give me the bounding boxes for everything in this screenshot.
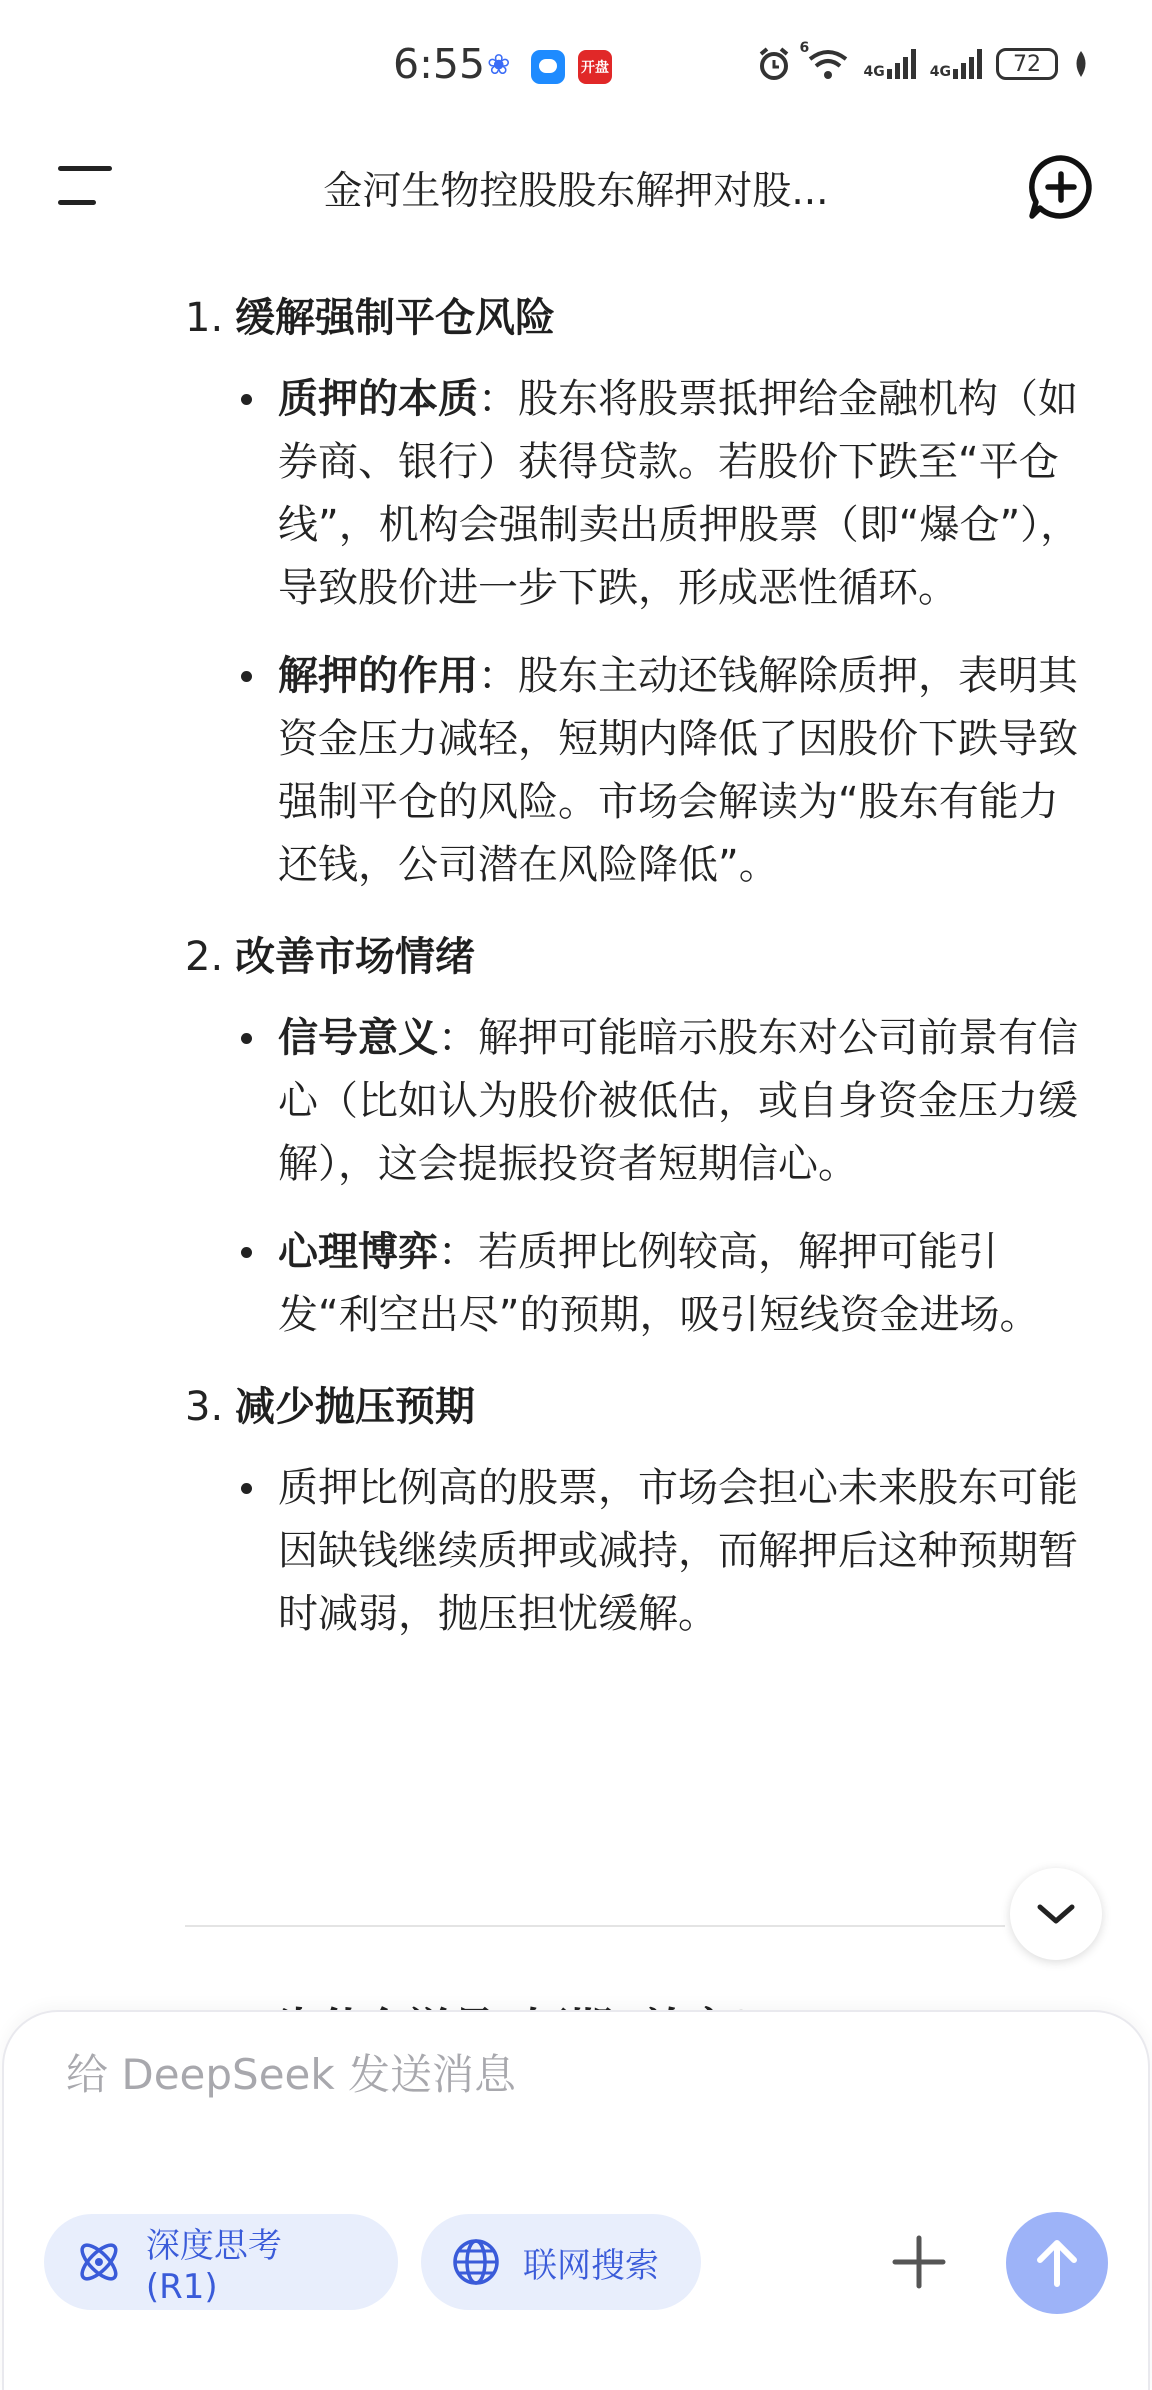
message-composer xyxy=(2,2010,1150,2390)
section-divider xyxy=(185,1925,1005,1927)
battery-level: 72 xyxy=(1013,51,1041,77)
section-heading xyxy=(185,1377,1085,1437)
signal-icon-2 xyxy=(930,49,982,79)
list-item xyxy=(185,645,1085,897)
bullet-dot-icon xyxy=(241,1033,252,1044)
section-heading xyxy=(185,288,1085,348)
bullet-list xyxy=(185,368,1085,897)
bullet-dot-icon xyxy=(241,1247,252,1258)
arrow-up-icon xyxy=(1032,2236,1082,2290)
section-title: 改善市场情绪 xyxy=(235,934,475,980)
battery-icon xyxy=(996,48,1058,80)
bullet-text: ：股东将股票抵押给金融机构（如券商、银行）获得贷款。若股价下跌至“平仓线”，机构会强制卖出质押股票（即“爆仓”），导致股价进一步下跌，形成恶性循环。 xyxy=(278,376,1081,611)
plus-icon xyxy=(889,2232,949,2292)
bullet-text: ：若质押比例较高，解押可能引发“利空出尽”的预期，吸引短线资金进场。 xyxy=(278,1229,1040,1338)
stock-app-label: 开盘 xyxy=(581,60,609,76)
bullet-text: ：解押可能暗示股东对公司前景有信心（比如认为股价被低估，或自身资金压力缓解），这会提振投资者短期信心。 xyxy=(278,1015,1078,1187)
section-heading xyxy=(185,927,1085,987)
list-item xyxy=(185,368,1085,620)
wifi-label: 6 xyxy=(799,40,810,56)
sidebar-menu-button[interactable] xyxy=(58,166,116,210)
bullet-label: 信号意义 xyxy=(278,1015,438,1061)
bullet-label: 解押的作用 xyxy=(278,653,478,699)
bullet-label: 质押的本质 xyxy=(278,376,478,422)
deep-think-label: 深度思考 (R1) xyxy=(145,2225,282,2307)
bullet-text: ：股东主动还钱解除质押，表明其资金压力减轻，短期内降低了因股价下跌导致强制平仓的风险。市场会解读为“股东有能力还钱，公司潜在风险降低”。 xyxy=(278,653,1078,888)
wifi-icon xyxy=(799,40,850,81)
bullet-list xyxy=(185,1007,1085,1347)
status-bar xyxy=(0,0,1152,134)
numbered-section xyxy=(185,288,1085,897)
bullet-dot-icon xyxy=(241,394,252,405)
bullet-dot-icon xyxy=(241,1483,252,1494)
bullet-label: 心理博弈 xyxy=(278,1229,438,1275)
message-input[interactable] xyxy=(64,2032,888,2116)
menu-icon xyxy=(58,166,112,171)
new-chat-button[interactable] xyxy=(1026,152,1096,222)
send-button[interactable] xyxy=(1006,2212,1108,2314)
status-time: 6:55 xyxy=(393,40,486,88)
section-number: 3. xyxy=(185,1384,224,1430)
deep-think-toggle[interactable] xyxy=(44,2214,398,2310)
list-item xyxy=(185,1007,1085,1196)
web-search-label: 联网搜索 xyxy=(523,2245,659,2286)
menu-icon-line xyxy=(58,200,96,205)
bullet-list xyxy=(185,1457,1085,1646)
section-number: 2. xyxy=(185,934,224,980)
signal-icon-1 xyxy=(864,49,916,79)
chat-title: 金河生物控股股东解押对股... xyxy=(323,169,829,214)
list-item xyxy=(185,1457,1085,1646)
numbered-section xyxy=(185,927,1085,1347)
attach-button[interactable] xyxy=(889,2232,949,2292)
chat-header xyxy=(0,134,1152,242)
atom-icon xyxy=(72,2235,126,2289)
numbered-section xyxy=(185,1377,1085,1646)
signal-label-2: 4G xyxy=(929,64,951,80)
bullet-dot-icon xyxy=(241,671,252,682)
chevron-down-icon xyxy=(1034,1899,1078,1929)
baidu-paw-icon: ❀ xyxy=(487,48,511,81)
message-app-icon xyxy=(531,50,565,84)
status-icons xyxy=(756,40,1090,82)
list-item xyxy=(185,1221,1085,1347)
section-number: 1. xyxy=(185,295,224,341)
leaf-icon xyxy=(1072,49,1090,79)
web-search-toggle[interactable] xyxy=(421,2214,701,2310)
alarm-icon xyxy=(756,46,792,82)
section-title: 缓解强制平仓风险 xyxy=(235,295,555,341)
stock-app-icon xyxy=(578,50,612,84)
signal-label-1: 4G xyxy=(863,64,885,80)
globe-icon xyxy=(449,2235,503,2289)
assistant-message xyxy=(185,288,1085,1676)
new-chat-icon xyxy=(1026,152,1096,222)
section-title: 减少抛压预期 xyxy=(235,1384,475,1430)
bullet-text: 质押比例高的股票，市场会担心未来股东可能因缺钱继续质押或减持，而解押后这种预期暂时减弱，抛压担忧缓解。 xyxy=(278,1465,1078,1637)
scroll-to-bottom-button[interactable] xyxy=(1010,1868,1102,1960)
